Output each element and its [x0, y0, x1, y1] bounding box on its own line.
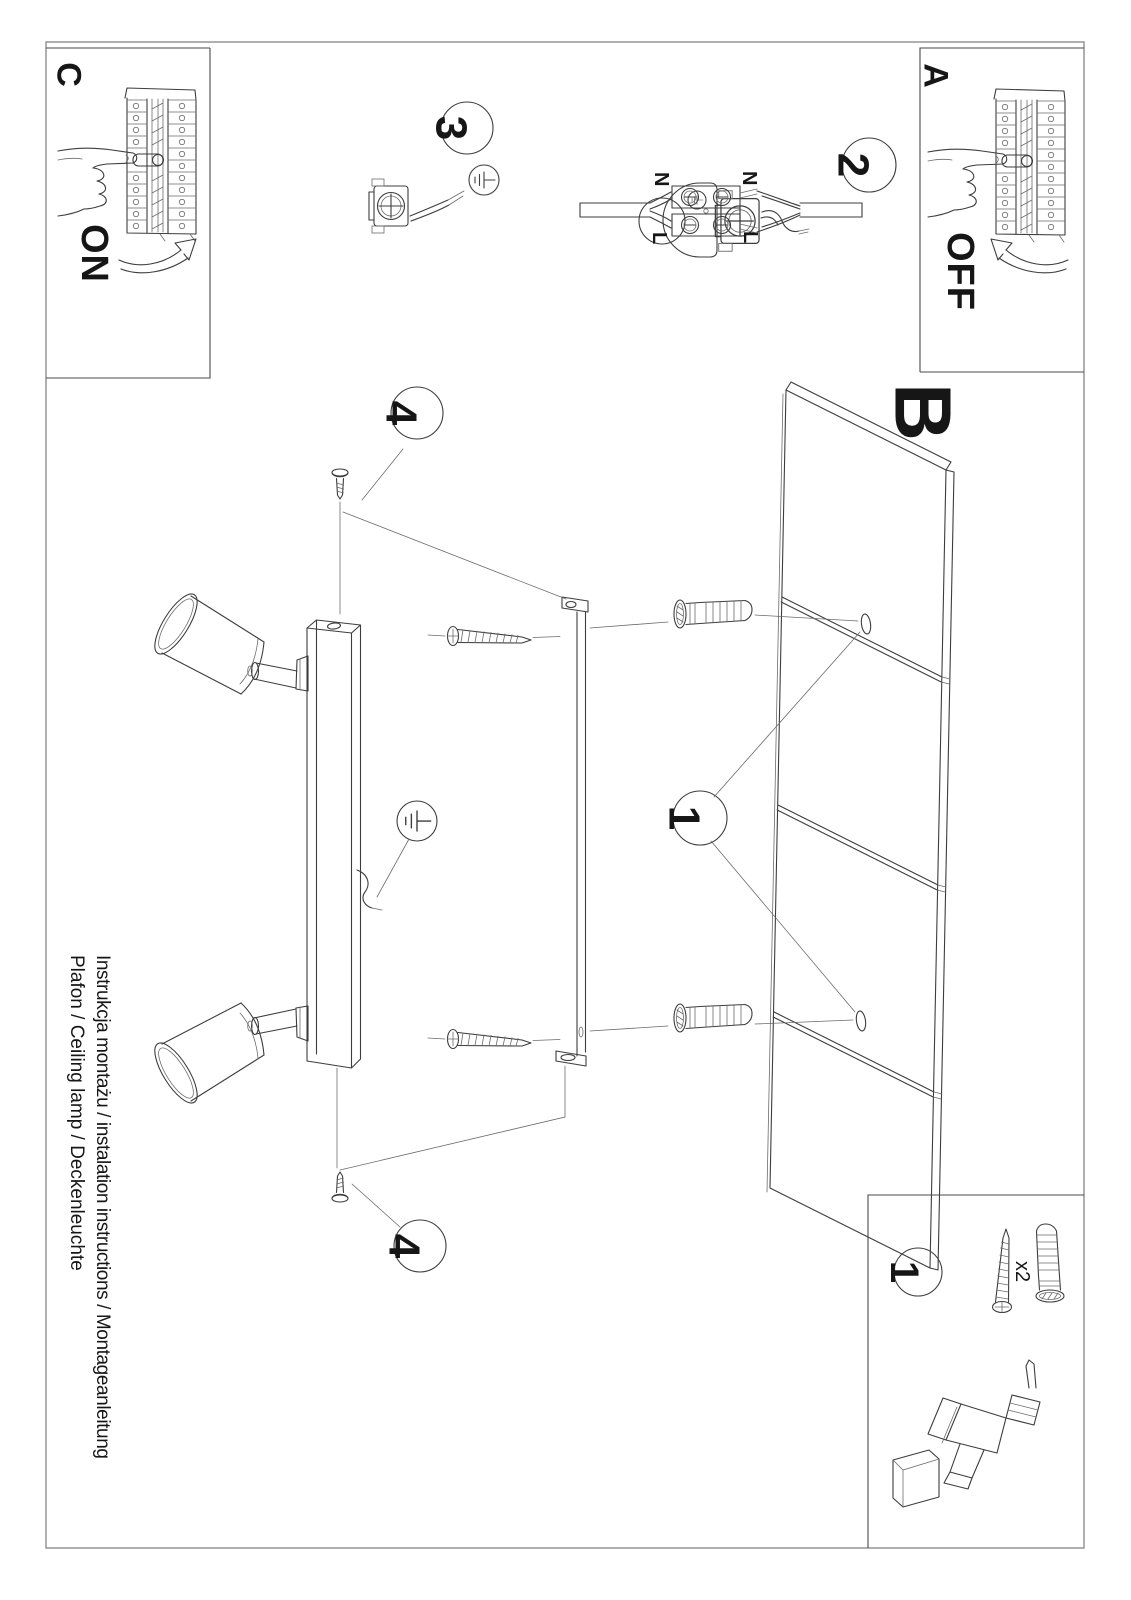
quantity-label: x2: [1011, 1261, 1033, 1283]
panel-c-frame: [46, 48, 210, 378]
label-live-right: L: [739, 231, 761, 244]
label-live-left: L: [648, 232, 670, 245]
fixing-row-bottom: [428, 1004, 853, 1049]
mounting-bracket: [556, 597, 588, 1066]
step-4-number: 4: [379, 1233, 429, 1259]
wood-screw-icon: [993, 1229, 1012, 1313]
fixing-row-top: [428, 600, 858, 646]
ceiling-planks: [767, 382, 954, 1270]
parts-box: [868, 1195, 1084, 1548]
breaker-panel-icon: [125, 88, 196, 241]
step-1-number: 1: [659, 805, 709, 831]
earth-wire: [410, 200, 449, 221]
on-arrow-icon: [119, 239, 196, 273]
earth-leader: [377, 839, 409, 897]
parts-box-frame: [868, 1195, 1084, 1548]
wall-plug-icon: [674, 1004, 752, 1032]
panel-a-frame: [920, 48, 1084, 372]
panel-b: [147, 382, 967, 1272]
screw-leader-lines: [340, 502, 566, 614]
drill-icon: [893, 1360, 1040, 1507]
mains-cable-right: [800, 203, 862, 217]
bar-earth-wire: [357, 870, 372, 908]
rose-wire-tip: [799, 229, 809, 234]
mounting-screw-icon: [448, 627, 532, 646]
panel-c: [46, 48, 210, 378]
drill-hole-bottom: [855, 1010, 867, 1031]
step-4-bottom: [332, 1066, 565, 1272]
on-label: ON: [73, 224, 115, 283]
badge-leader: [362, 449, 403, 500]
fixing-screw-icon: [332, 469, 348, 499]
cable-split-wires: [650, 192, 671, 228]
badge-leader: [352, 1184, 400, 1227]
step-2-illustration: [580, 138, 896, 244]
earth-wire-tip: [448, 191, 464, 205]
bar-screw-hole: [327, 622, 341, 629]
panel-a: [917, 48, 1085, 372]
axis-lines: [428, 615, 858, 638]
footer-title: Instrukcja montażu / instalation instructions / Montageanleitung: [92, 955, 113, 1459]
fixing-screw-icon: [332, 1172, 348, 1202]
off-arrow-icon: [991, 239, 1068, 273]
step-3-number: 3: [426, 115, 476, 141]
hole-leader-lines: [711, 632, 860, 1012]
step-2-number: 2: [828, 152, 878, 178]
screw-leader-lines: [337, 1066, 565, 1170]
breaker-panel-icon: [994, 89, 1065, 242]
pressing-hand-icon: [928, 149, 1007, 217]
panel-b-label: B: [878, 383, 968, 441]
bar-earth-wire-tip: [372, 908, 382, 910]
footer-subtitle: Plafon / Ceiling lamp / Deckenleuchte: [66, 955, 87, 1271]
mounting-screw-icon: [448, 1030, 532, 1049]
sheet-border: [46, 42, 1084, 1548]
panel-a-label: A: [916, 63, 955, 88]
off-label: OFF: [939, 232, 981, 311]
pressing-hand-icon: [58, 148, 137, 216]
earth-symbol-icon: [475, 172, 495, 188]
label-neutral-left: N: [650, 172, 672, 187]
wall-plug-icon: [1036, 1224, 1064, 1302]
step-4-number: 4: [376, 400, 426, 426]
spotlight-head-bottom: [147, 1003, 308, 1109]
cable-clamp-icon: [369, 179, 408, 233]
wall-plug-icon: [674, 600, 752, 628]
lamp-bar: [307, 620, 361, 1068]
panel-c-label: C: [49, 62, 88, 87]
step-1-number: 1: [882, 1260, 926, 1284]
spotlight-head-top: [147, 588, 308, 694]
label-neutral-right: N: [738, 171, 760, 186]
axis-lines: [428, 1020, 853, 1041]
step-4-top: [332, 387, 566, 614]
earth-symbol-icon: [406, 811, 431, 831]
drill-hole-top: [860, 613, 872, 634]
